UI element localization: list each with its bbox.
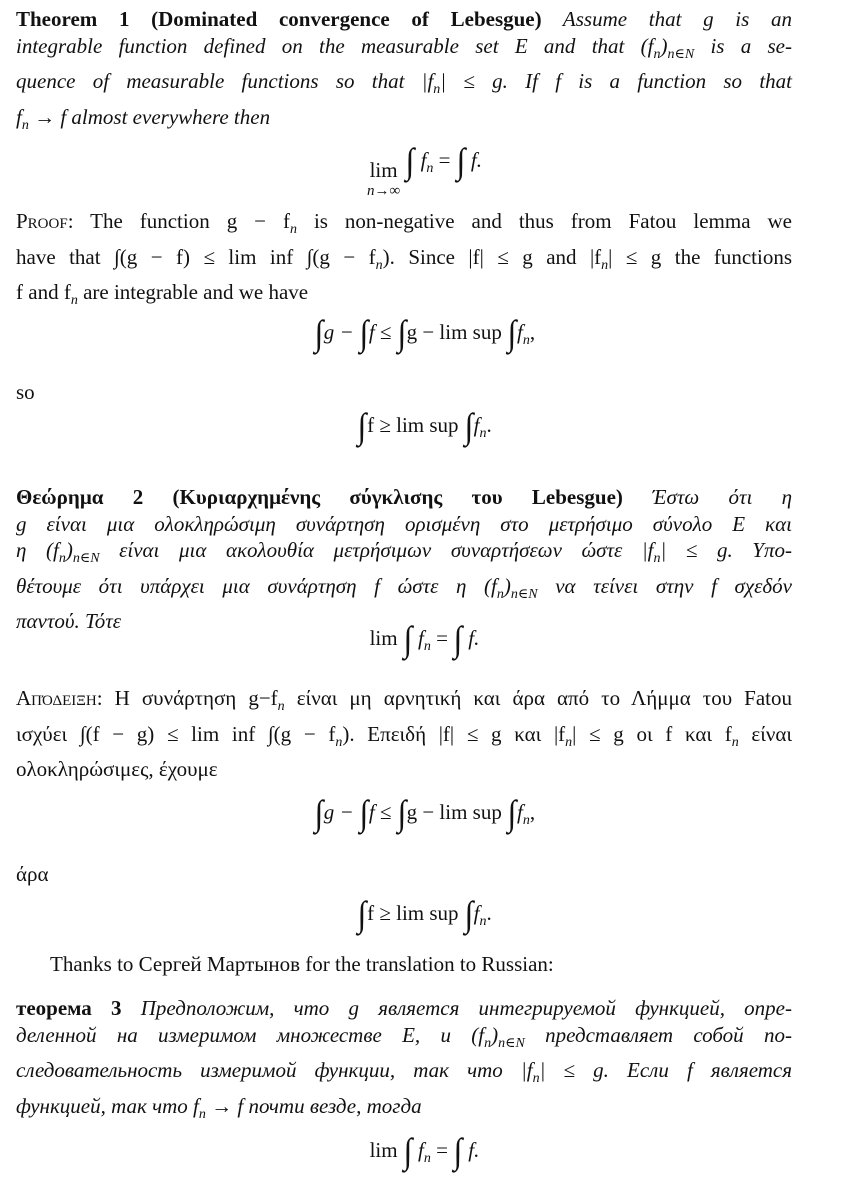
thanks-note: Thanks to Сергей Мартынов for the translation to Russian: — [50, 952, 554, 976]
theorem-3-heading: теорема 3 — [16, 996, 122, 1020]
integral-sign: ∫ — [456, 141, 466, 181]
proof-label: Proof: — [16, 209, 74, 233]
proof-1-line-2: have that ∫(g − f) ≤ lim inf $\int(g - f_n)$. Since |f| ≤ g and $|f_n| \le g$ the functions — [16, 244, 792, 273]
theorem-2-line-2: g είναι μια ολοκληρώσιμη συνάρτηση ορισμένη στο μετρήσιμο σύνολο E και — [16, 511, 792, 536]
theorem-1 — [16, 6, 792, 140]
equation-4: lim ∫ $f_n$ = ∫ f. — [369, 619, 480, 659]
theorem-1-line-2: integrable function defined on the measurable set E and that $(f_n)_{n\in N}$ is a se- — [16, 33, 792, 62]
ara-word: άρα — [16, 862, 49, 886]
theorem-3 — [16, 995, 792, 1129]
theorem-2-line-3: η $(f_n)_{n\in N}$ είναι μια ακολουθία μετρήσιμων συναρτήσεων ώστε $|f_n| \le g$. Υπο- — [16, 538, 792, 567]
proof-2-line-2: ισχύει ∫(f − g) ≤ lim inf $\int(g - f_n)$. Επειδή |f| ≤ g και $|f_n| \le g$ οι f και $f_n$ είναι — [16, 721, 792, 750]
theorem-1-heading: Theorem 1 (Dominated convergence of Lebesgue) — [16, 7, 542, 31]
theorem-3-line-3: следовательность измеримой функции, так что $|f_n| \le g$. Если f является — [16, 1058, 793, 1087]
equation-2: ∫g − ∫f ≤ ∫g − lim sup $\int f_n$, — [314, 313, 536, 353]
equation-1: lim n→∞ ∫ $f_n$ = ∫ f. — [367, 141, 482, 199]
theorem-1-line-4: $f_n \to f$ almost everywhere then — [16, 104, 271, 134]
proof-2 — [16, 685, 792, 783]
equation-6: ∫f ≥ lim sup $\int f_n$. — [357, 894, 492, 934]
proof-1-line-1: Proof: The function $g - f_n$ is non-negative and thus from Fatou lemma we — [16, 209, 792, 238]
theorem-2-line-1: Θεώρημα 2 (Κυριαρχημένης σύγκλισης του Lebesgue) Έστω ότι η — [16, 485, 792, 509]
proof-1 — [16, 208, 792, 315]
theorem-1-line-3: quence of measurable functions so that $|f_n| \le g$. If f is a function so that — [16, 69, 792, 98]
proof-1-line-3: f and $f_n$ are integrable and we have — [16, 280, 309, 309]
equation-5: ∫g − ∫f ≤ ∫g − lim sup $\int f_n$, — [314, 793, 536, 833]
theorem-2-line-4: θέτουμε ότι υπάρχει μια συνάρτηση f ώστε η $(f_n)_{n\in N}$ να τείνει στην f σχεδόν — [16, 573, 792, 602]
theorem-3-line-1: теорема 3 Предположим, что g является интегрируемой функцией, опре- — [16, 996, 792, 1020]
theorem-2-heading: Θεώρημα 2 (Κυριαρχημένης σύγκλισης του Lebesgue) — [16, 485, 623, 509]
theorem-1-line-1: Theorem 1 (Dominated convergence of Lebesgue) Assume that g is an — [16, 7, 792, 31]
equation-3: ∫f ≥ lim sup $\int f_n$. — [357, 406, 492, 446]
theorem-2 — [16, 484, 792, 635]
theorem-2-line-5: παντού. Τότε — [16, 609, 122, 634]
so-word: so — [16, 380, 35, 404]
proof-2-line-3: ολοκληρώσιμες, έχουμε — [16, 757, 218, 782]
proof-label: Απόδειξη: — [16, 686, 103, 710]
integral-sign: ∫ — [405, 141, 415, 181]
equation-7: lim ∫ $f_n$ = ∫ f. — [369, 1131, 480, 1171]
theorem-3-line-2: деленной на измеримом множестве E, и $(f_n)_{n\in N}$ представляет собой по- — [16, 1022, 792, 1051]
theorem-3-line-4: функцией, так что $f_n \to f$ почти везде, тогда — [16, 1093, 422, 1123]
proof-2-line-1: Απόδειξη: Η συνάρτηση $g-f_n$ είναι μη αρνητική και άρα από το Λήμμα του Fatou — [16, 686, 793, 715]
